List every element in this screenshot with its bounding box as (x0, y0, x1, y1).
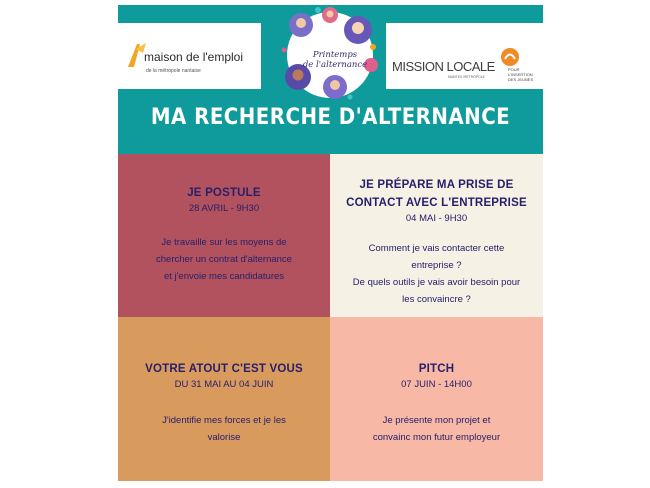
session-description (330, 412, 543, 446)
description-line: et j'envoie mes candidatures (163, 271, 285, 282)
session-title: JE POSTULE (187, 187, 261, 199)
description-line: Je travaille sur les moyens de (161, 237, 287, 248)
session-pitch (330, 317, 543, 481)
page-title: MA RECHERCHE D'ALTERNANCE (150, 105, 511, 130)
description-line: valorise (207, 432, 241, 443)
mission-locale-side-text: POUR L'INSERTION DES JEUNES (508, 67, 534, 82)
description-line: entreprise ? (411, 260, 462, 271)
session-je-postule (118, 154, 330, 317)
session-title: PITCH (418, 363, 455, 375)
session-description (118, 234, 330, 285)
mission-locale-subtitle: NANTES MÉTROPOLE (448, 75, 485, 79)
session-date: 07 JUIN - 14H00 (401, 379, 472, 390)
session-title: VOTRE ATOUT C'EST VOUS (145, 363, 303, 375)
session-title (330, 176, 543, 212)
printemps-alternance-text (300, 50, 370, 70)
session-date: 28 AVRIL - 9H30 (188, 203, 260, 214)
description-line: De quels outils je vais avoir besoin pour (352, 277, 521, 288)
session-date: 04 MAI - 9H30 (405, 213, 468, 224)
mission-locale-icon (500, 47, 520, 67)
description-line: Je présente mon projet et (382, 415, 491, 426)
description-line: convainc mon futur employeur (372, 432, 501, 443)
title-line: JE PRÉPARE MA PRISE DE (359, 179, 514, 191)
description-line: chercher un contrat d'alternance (156, 254, 292, 265)
session-votre-atout (118, 317, 330, 481)
maison-emploi-subtitle: de la métropole nantaise (146, 68, 201, 74)
poster (118, 5, 543, 481)
description-line: les convaincre ? (402, 294, 471, 305)
session-prise-de-contact (330, 154, 543, 317)
description-line: Comment je vais contacter cette (368, 243, 505, 254)
maison-emploi-logo (118, 23, 261, 89)
maison-emploi-name: maison de l'emploi (144, 50, 244, 64)
mission-locale-name: MISSION LOCALE (392, 59, 495, 74)
session-date: DU 31 MAI AU 04 JUIN (174, 379, 274, 390)
description-line: J'identifie mes forces et je les (162, 415, 286, 426)
alternance-line: de l'alternance (302, 60, 368, 70)
session-description (118, 412, 330, 446)
title-line: CONTACT AVEC L'ENTREPRISE (346, 197, 527, 209)
mission-locale-logo (386, 23, 543, 89)
header-banner (118, 5, 543, 154)
printemps-line: Printemps (312, 50, 358, 60)
session-description (330, 240, 543, 308)
